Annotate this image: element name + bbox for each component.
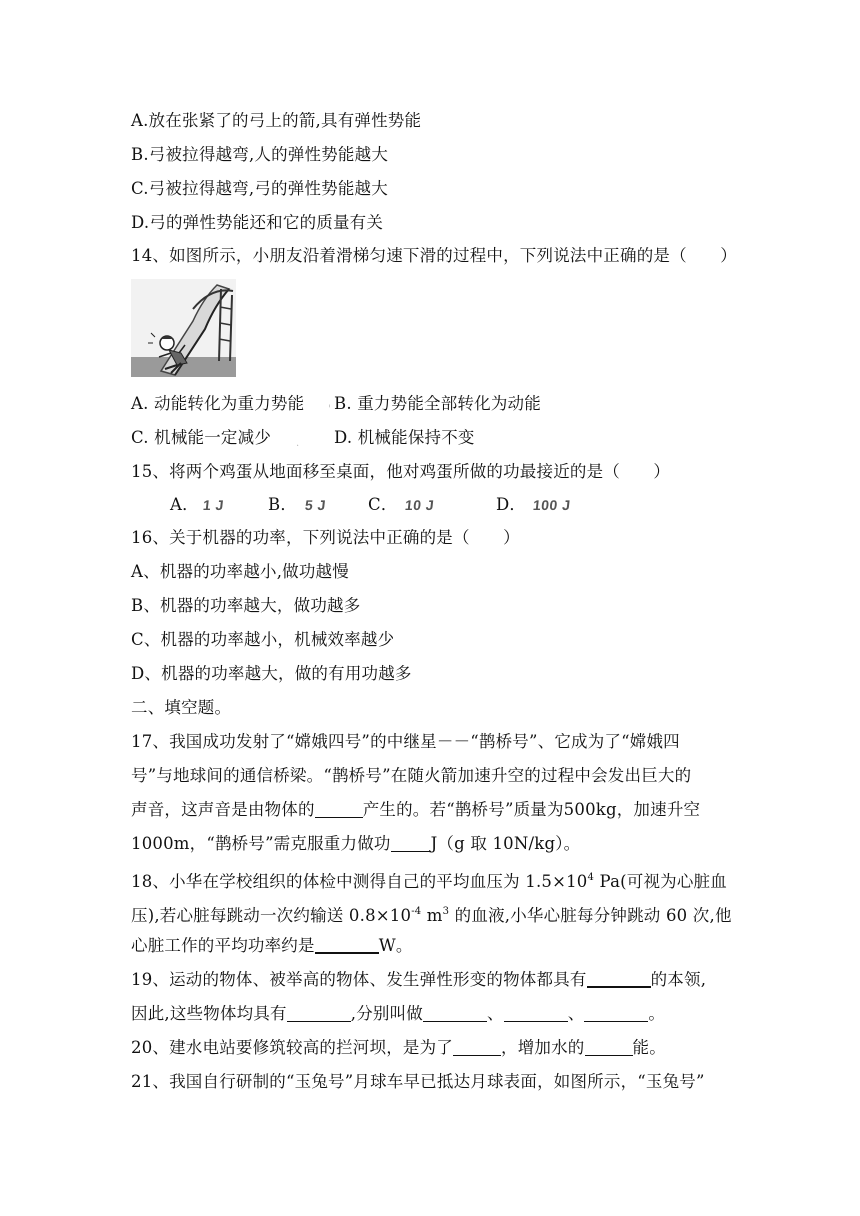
q16-option-c: C、机器的功率越小，机械效率越少: [131, 630, 395, 649]
q20-text: 20、建水电站要修筑较高的拦河坝，是为了: [131, 1038, 453, 1057]
q13-option-d: D.弓的弹性势能还和它的质量有关: [131, 213, 384, 232]
q15-value-d: 100 J: [532, 497, 572, 513]
q15-stem: 15、将两个鸡蛋从地面移至桌面，他对鸡蛋所做的功最接近的是（ ）: [131, 462, 671, 481]
q17-line-2: 号”与地球间的通信桥梁。“鹊桥号”在随火箭加速升空的过程中会发出巨大的: [131, 766, 692, 785]
fill-blank[interactable]: [315, 936, 379, 954]
fill-blank[interactable]: [315, 801, 363, 818]
section-heading: 二、填空题。: [131, 698, 232, 717]
q19-separator: 、: [487, 1004, 504, 1023]
q19-text: 的本领,: [650, 970, 707, 989]
q14-option-d: D. 机械能保持不变: [334, 428, 475, 447]
q14-option-a: A. 动能转化为重力势能: [131, 394, 305, 413]
q17-text: 声音，这声音是由物体的: [131, 800, 315, 819]
fill-blank[interactable]: [453, 1039, 501, 1056]
fill-blank[interactable]: [287, 1005, 351, 1022]
fill-blank[interactable]: [585, 1039, 633, 1056]
q18-text: Pa(可视为心脏血: [594, 872, 727, 891]
q17-line-3: [131, 799, 700, 821]
q15-value-b: 5 J: [304, 497, 327, 513]
fill-blank[interactable]: [587, 970, 651, 988]
fill-blank[interactable]: [423, 1005, 487, 1022]
q20-text: 能。: [632, 1038, 666, 1057]
q18-line-1: [131, 867, 727, 893]
q16-option-a: A、机器的功率越小,做功越慢: [131, 562, 349, 581]
q16-stem: 16、关于机器的功率，下列说法中正确的是（ ）: [131, 528, 520, 547]
q20-text: ，增加水的: [501, 1038, 585, 1057]
q14-dot-mark: ': [328, 404, 331, 415]
q16-option-d: D、机器的功率越大，做的有用功越多: [131, 664, 412, 683]
q13-option-a: A.放在张紧了的弓上的箭,具有弹性势能: [131, 111, 422, 130]
q19-line-2: [131, 1003, 665, 1025]
q17-text: J（g 取 10N/kg）。: [430, 834, 581, 853]
q15-label-a: A．: [170, 495, 199, 514]
q18-text: 心脏工作的平均功率约是: [131, 936, 315, 955]
q17-text: 1000m，“鹊桥号”需克服重力做功: [131, 834, 391, 853]
q18-text: m: [421, 906, 443, 925]
slide-illustration: [131, 279, 236, 377]
q21-line-1: 21、我国自行研制的“玉兔号”月球车早已抵达月球表面，如图所示，“玉兔号”: [131, 1072, 705, 1091]
q18-line-3: [131, 935, 413, 957]
q15-options: [0, 494, 860, 516]
q17-text: 产生的。若“鹊桥号”质量为500kg，加速升空: [362, 800, 701, 819]
fill-blank[interactable]: [391, 835, 431, 852]
q19-text: 。: [648, 1004, 666, 1023]
q18-text: 18、小华在学校组织的体检中测得自己的平均血压为 1.5×10: [131, 872, 588, 891]
q19-text: ,分别叫做: [350, 1004, 423, 1023]
q17-line-1: 17、我国成功发射了“嫦娥四号”的中继星－－“鹊桥号”、它成为了“嫦娥四: [131, 732, 680, 751]
q15-label-d: D．: [496, 495, 527, 514]
q18-text: W。: [378, 936, 413, 955]
q17-line-4: [131, 833, 580, 855]
q18-text: 压),若心脏每跳动一次约输送 0.8×10: [131, 906, 412, 925]
fill-blank[interactable]: [584, 1005, 648, 1022]
q16-option-b: B、机器的功率越大，做功越多: [131, 596, 361, 615]
q19-separator: 、: [567, 1004, 585, 1023]
q19-line-1: [131, 969, 706, 991]
q13-option-b: B.弓被拉得越弯,人的弹性势能越大: [131, 145, 389, 164]
q18-exponent: 3: [442, 906, 450, 917]
q18-exponent: -4: [411, 906, 422, 917]
q13-option-c: C.弓被拉得越弯,弓的弹性势能越大: [131, 179, 388, 198]
q20-line: [131, 1037, 666, 1059]
q14-stem: 14、如图所示，小朋友沿着滑梯匀速下滑的过程中，下列说法中正确的是（ ）: [131, 246, 737, 265]
q18-exponent: 4: [587, 872, 595, 883]
q14-option-b: B. 重力势能全部转化为动能: [334, 394, 541, 413]
q18-line-2: [131, 901, 732, 927]
q15-label-b: B．: [268, 495, 298, 514]
q15-label-c: C．: [368, 495, 398, 514]
q14-option-c: C. 机械能一定减少: [131, 428, 272, 447]
q14-dot-mark-2: .: [296, 438, 300, 449]
q15-value-a: 1 J: [202, 497, 225, 513]
fill-blank[interactable]: [504, 1005, 568, 1022]
q19-text: 因此,这些物体均具有: [131, 1004, 287, 1023]
q15-value-c: 10 J: [404, 497, 436, 513]
q19-text: 19、运动的物体、被举高的物体、发生弹性形变的物体都具有: [131, 970, 587, 989]
q18-text: 的血液,小华心脏每分钟跳动 60 次,他: [449, 906, 732, 925]
